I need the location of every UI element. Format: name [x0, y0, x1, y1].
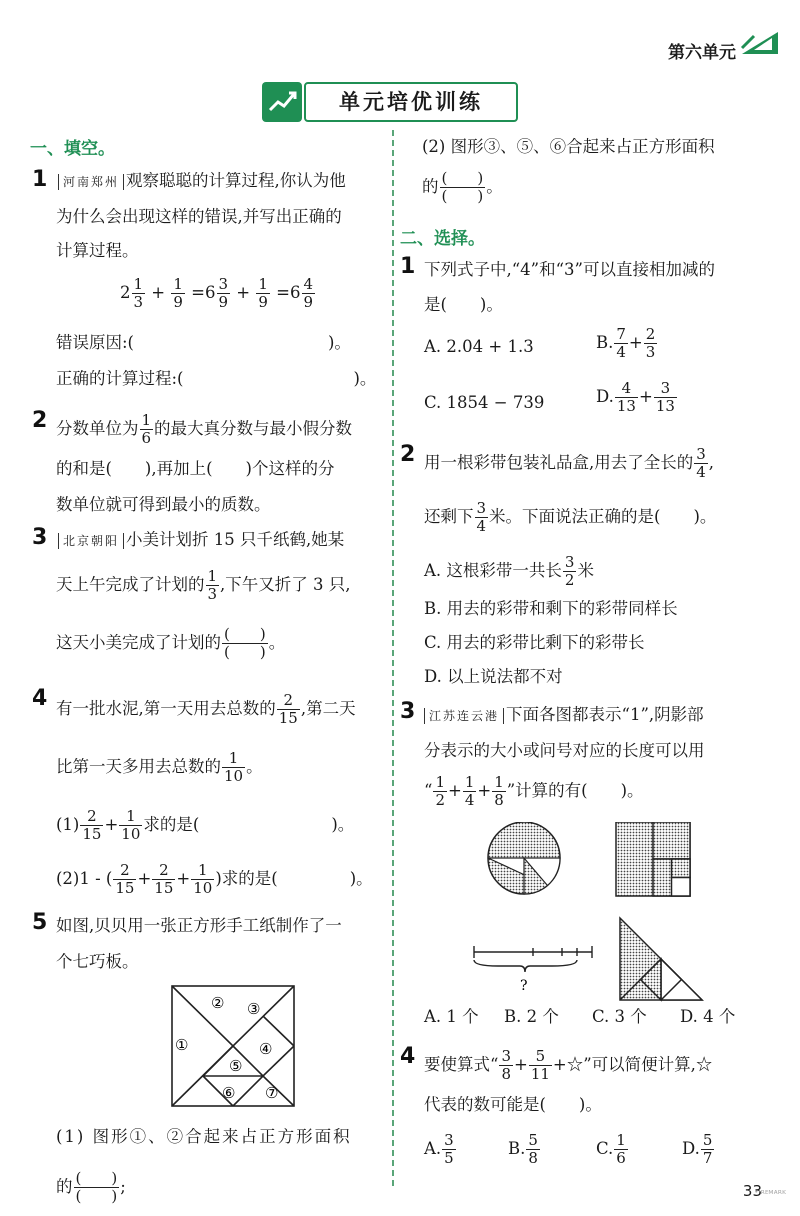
page-title: 单元培优训练: [304, 82, 518, 122]
question-text: 下列式子中,“4”和“3”可以直接相加减的: [424, 260, 715, 279]
answer-fraction-blank[interactable]: 的 $\frac{( )}{( )}$ ;: [56, 1169, 126, 1205]
section-choice-heading: 二、选择。: [400, 229, 485, 249]
tangram-label-6: ⑥: [222, 1084, 236, 1102]
tangram-label-2: ②: [211, 994, 225, 1012]
error-reason-blank[interactable]: 错误原因:( )。: [56, 333, 351, 352]
page-mark: •·ʀᴇᴍᴀʀᴋ: [754, 1188, 786, 1196]
option-c[interactable]: C. $\frac{1}{6}$: [596, 1131, 626, 1167]
question-number: 3: [32, 525, 48, 550]
question-text: 有一批水泥,第一天用去总数的 $\frac{2}{15}$ ,第二天: [56, 691, 356, 727]
section-fill-heading: 一、填空。: [30, 139, 115, 159]
option-a[interactable]: A. 这根彩带一共长 $\frac{3}{2}$ 米: [424, 553, 594, 589]
option-a[interactable]: A. 2.04 + 1.3: [424, 337, 534, 356]
question-number: 4: [400, 1044, 416, 1069]
option-b[interactable]: B. $\frac{5}{8}$: [508, 1131, 538, 1167]
question-number: 1: [32, 167, 48, 192]
correct-process-blank[interactable]: 正确的计算过程:( )。: [56, 369, 377, 388]
region-tag: 北京朝阳: [58, 533, 124, 549]
section-title: [262, 82, 520, 124]
star-icon: ☆: [695, 1055, 713, 1074]
question-number: 2: [400, 442, 416, 467]
question-text: 是( )。: [424, 295, 503, 314]
question-text: 用一根彩带包装礼品盒,用去了全长的 $\frac{3}{4}$ ,: [424, 445, 715, 481]
question-text: 数单位就可得到最小的质数。: [56, 495, 271, 514]
question-text: (2) 图形③、⑤、⑥合起来占正方形面积: [422, 137, 715, 156]
page-number: 33: [742, 1182, 762, 1200]
tangram-label-4: ④: [259, 1040, 273, 1058]
question-text: 小美计划折 15 只千纸鹤,她某: [126, 530, 345, 549]
unit-label: 第六单元: [668, 43, 736, 63]
question-number: 5: [32, 910, 48, 935]
tangram-figure: [170, 984, 296, 1108]
option-b[interactable]: B. 用去的彩带和剩下的彩带同样长: [424, 599, 678, 618]
question-text: 个七巧板。: [56, 952, 139, 971]
sub-question-2[interactable]: (2)1 - ( $\frac{2}{15}$ + $\frac{2}{15}$ + $\frac{1}{10}$ )求的是( )。: [56, 861, 373, 897]
question-text: 比第一天多用去总数的 $\frac{1}{10}$ 。: [56, 749, 263, 785]
option-d[interactable]: D. 4 个: [680, 1007, 736, 1026]
option-c[interactable]: C. 用去的彩带比剩下的彩带长: [424, 633, 645, 652]
option-a[interactable]: A. $\frac{3}{5}$: [424, 1131, 454, 1167]
sub-question-1[interactable]: (1) $\frac{2}{15}$ + $\frac{1}{10}$ 求的是( )。: [56, 807, 355, 843]
square-figure: [616, 822, 690, 896]
answer-fraction-blank[interactable]: 的 $\frac{( )}{( )}$ 。: [422, 169, 503, 205]
question-text: 的和是( ),再加上( )个这样的分: [56, 459, 335, 478]
answer-fraction-blank[interactable]: 这天小美完成了计划的 $\frac{( )}{( )}$ 。: [56, 625, 286, 661]
option-d[interactable]: D. 以上说法都不对: [424, 667, 563, 686]
question-number: 1: [400, 254, 416, 279]
star-icon: ☆: [566, 1055, 584, 1074]
region-tag: 河南郑州: [58, 174, 124, 190]
question-text: 分表示的大小或问号对应的长度可以用: [424, 741, 705, 760]
tangram-label-5: ⑤: [229, 1057, 243, 1075]
tangram-label-1: ①: [175, 1036, 189, 1054]
triangle-figure: [620, 918, 702, 1000]
option-b[interactable]: B. $\frac{7}{4}$ + $\frac{2}{3}$: [596, 325, 656, 361]
option-d[interactable]: D. $\frac{5}{7}$: [682, 1131, 713, 1167]
chart-trend-icon: [262, 82, 302, 122]
ruler-triangle-icon: [740, 30, 780, 56]
fraction-figures: [398, 822, 776, 1002]
question-text: 如图,贝贝用一张正方形手工纸制作了一: [56, 916, 342, 935]
question-text: (1) 图形①、②合起来占正方形面积: [56, 1127, 352, 1146]
option-c[interactable]: C. 1854 − 739: [424, 393, 545, 412]
question-text: 观察聪聪的计算过程,你认为他: [126, 171, 346, 190]
column-divider: [392, 130, 394, 1186]
option-a[interactable]: A. 1 个: [424, 1007, 479, 1026]
segment-figure: [474, 946, 592, 972]
question-text: 为什么会出现这样的错误,并写出正确的: [56, 207, 342, 226]
tangram-label-3: ③: [247, 1000, 261, 1018]
question-text: 代表的数可能是( )。: [424, 1095, 602, 1114]
question-text: 下面各图都表示“1”,阴影部: [506, 705, 704, 724]
option-b[interactable]: B. 2 个: [504, 1007, 559, 1026]
example-expression: 2 $\frac{1}{3}$ + $\frac{1}{9}$ =6 $\frac{3}{9}$ + $\frac{1}{9}$ =6 $\frac{4}{9}$: [120, 275, 314, 311]
question-text: 要使算式“ $\frac{3}{8}$ + $\frac{5}{11}$ +☆”可以简便计算,☆: [424, 1047, 713, 1083]
question-text: 计算过程。: [56, 241, 139, 260]
option-c[interactable]: C. 3 个: [592, 1007, 647, 1026]
question-number: 2: [32, 408, 48, 433]
circle-figure: [488, 822, 560, 894]
tangram-label-7: ⑦: [265, 1084, 279, 1102]
option-d[interactable]: D. $\frac{4}{13}$ + $\frac{3}{13}$: [596, 379, 675, 415]
question-text: 天上午完成了计划的 $\frac{1}{3}$ ,下午又折了 3 只,: [56, 567, 351, 603]
question-text: 还剩下 $\frac{3}{4}$ 米。下面说法正确的是( )。: [424, 499, 717, 535]
question-text: 分数单位为 $\frac{1}{6}$ 的最大真分数与最小假分数: [56, 411, 353, 447]
question-number: 3: [400, 699, 416, 724]
region-tag: 江苏连云港: [424, 708, 504, 724]
question-mark-label: ?: [520, 978, 528, 994]
question-number: 4: [32, 686, 48, 711]
question-text: “ $\frac{1}{2}$ + $\frac{1}{4}$ + $\frac{1}{8}$ ”计算的有( )。: [424, 773, 644, 809]
